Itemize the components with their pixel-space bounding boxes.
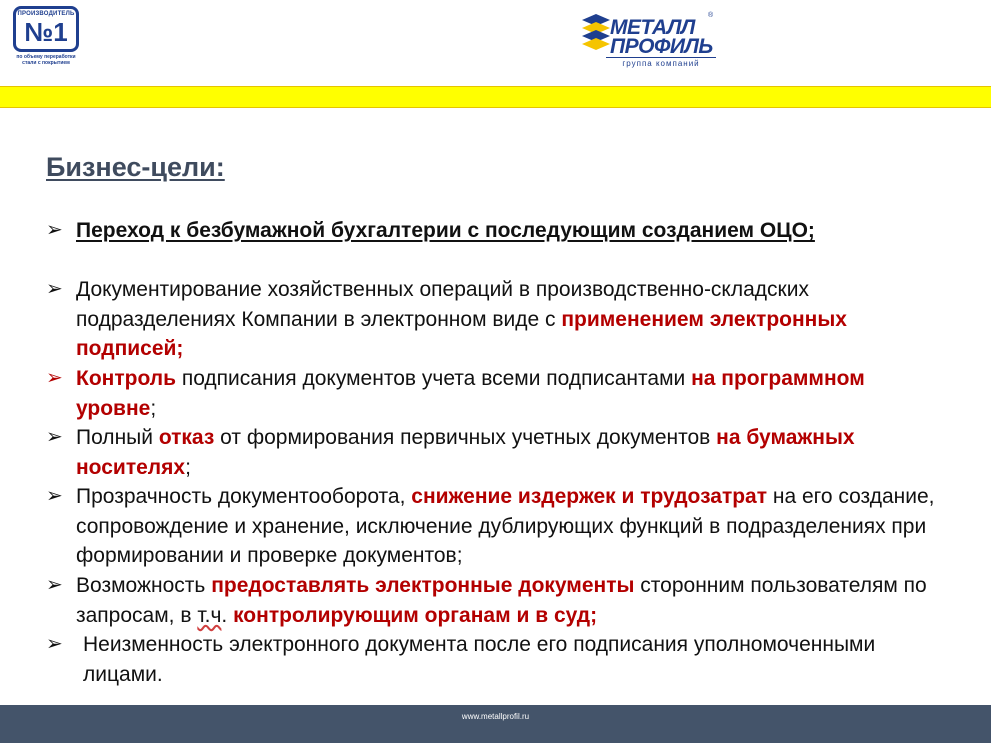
arrow-bullet-icon: ➢ [46, 633, 63, 655]
list-item [46, 630, 946, 689]
logo-wordmark-line-2: ПРОФИЛЬ [610, 35, 713, 58]
footer-website-link[interactable]: www.metallprofil.ru [461, 712, 530, 721]
logo-tagline: группа компаний [606, 57, 716, 68]
goal-abbreviation: т.ч [197, 603, 222, 627]
goal-text: ; [185, 455, 191, 479]
list-item [46, 423, 946, 482]
goal-text: Переход к безбумажной бухгалтерии с последующим созданием ОЦО; [76, 219, 815, 242]
arrow-bullet-icon: ➢ [46, 485, 63, 507]
goal-highlight: на бумажных носителях [76, 426, 855, 479]
goal-text: Прозрачность документооборота, [76, 485, 412, 508]
logo-wordmark [610, 18, 713, 56]
arrow-bullet-icon: ➢ [46, 219, 63, 241]
goal-text: подписания документов учета всеми подписантами [176, 367, 692, 390]
badge-frame [13, 6, 79, 52]
arrow-bullet-icon: ➢ [46, 426, 63, 448]
goal-highlight: Контроль [76, 367, 176, 390]
logo-emblem-icon [580, 14, 614, 56]
goals-list [46, 216, 946, 689]
manufacturer-no1-badge [8, 6, 84, 72]
arrow-bullet-icon: ➢ [46, 367, 63, 389]
goal-text: от формирования первичных учетных документов [214, 426, 717, 449]
list-item [46, 275, 946, 364]
goal-text: Документирование хозяйственных операций в производственно-складских подразделениях Компании в электронном виде с [76, 278, 809, 331]
slide-footer [0, 705, 991, 743]
goal-text: . [221, 603, 234, 627]
slide-header [0, 0, 991, 86]
list-item [46, 364, 946, 423]
goal-highlight: контролирующим органам и в суд; [233, 603, 598, 627]
goal-text: сторонним пользователям по запросам, в [76, 574, 927, 627]
goal-highlight: на программном уровне [76, 367, 865, 420]
badge-number: №1 [24, 17, 68, 47]
goal-text: Неизменность электронного документа после его подписания уполномоченными лицами. [83, 633, 876, 686]
list-item [46, 571, 946, 630]
goal-highlight: снижение издержек и трудозатрат [411, 485, 768, 508]
badge-caption-line-2: стали с покрытием [22, 60, 70, 66]
goal-text: ; [150, 396, 157, 420]
goal-highlight: отказ [158, 426, 215, 449]
list-item [46, 216, 946, 275]
arrow-bullet-icon: ➢ [46, 574, 63, 596]
arrow-bullet-icon: ➢ [46, 278, 63, 300]
registered-mark: ® [708, 12, 714, 19]
list-item [46, 482, 946, 571]
badge-top-text: ПРОИЗВОДИТЕЛЬ [17, 11, 75, 17]
metallprofil-logo [580, 10, 720, 70]
yellow-stripe [0, 86, 991, 108]
badge-caption-line-1: по объему переработки [16, 54, 76, 60]
slide-title: Бизнес-цели: [46, 152, 225, 182]
goal-highlight: предоставлять электронные документы [211, 574, 635, 597]
goal-text: Полный [76, 426, 159, 449]
goal-text: Возможность [76, 574, 212, 597]
goal-highlight: применением электронных подписей; [76, 307, 847, 360]
goal-text: на его создание, сопровождение и хранение, исключение дублирующих функций в подразделениях при формировании и проверке документов; [76, 485, 935, 567]
logo-wordmark-line-1: МЕТАЛЛ [610, 16, 695, 39]
badge-caption [8, 54, 84, 66]
